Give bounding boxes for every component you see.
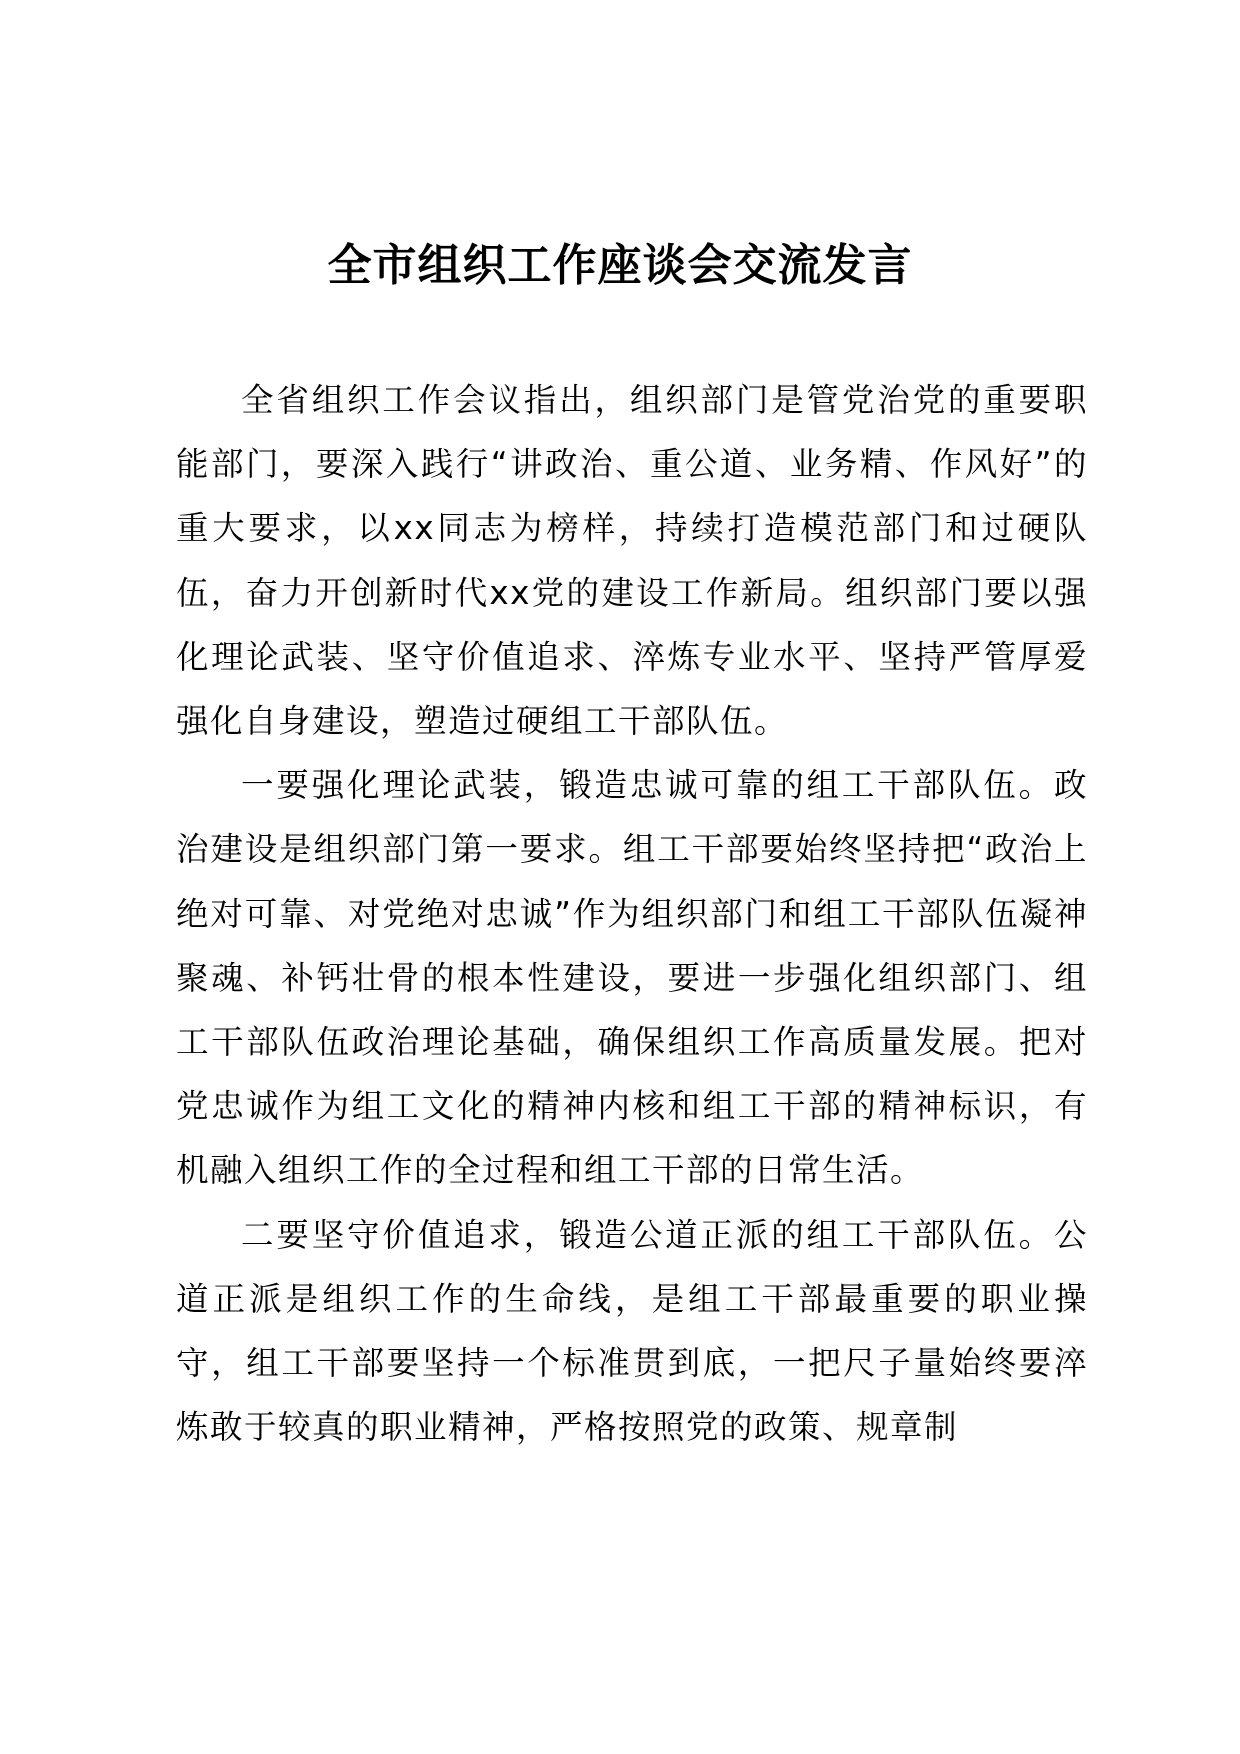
paragraph-point-two: 二要坚守价值追求，锻造公道正派的组工干部队伍。公道正派是组织工作的生命线，是组工干部最重要的职业操守，组工干部要坚持一个标准贯到底，一把尺子量始终要淬炼敢于较真的职业精神，严格按照党的政策、规章制	[176, 1215, 1088, 1447]
paragraph-intro: 全省组织工作会议指出，组织部门是管党治党的重要职能部门，要深入践行“讲政治、重公道、业务精、作风好”的重大要求，以xx同志为榜样，持续打造模范部门和过硬队伍，奋力开创新时代xx党的建设工作新局。组织部门要以强化理论武装、坚守价值追求、淬炼专业水平、坚持严管厚爱强化自身建设，塑造过硬组工干部队伍。	[176, 381, 1088, 741]
paragraph-point-one: 一要强化理论武装，锻造忠诚可靠的组工干部队伍。政治建设是组织部门第一要求。组工干部要始终坚持把“政治上绝对可靠、对党绝对忠诚”作为组织部门和组工干部队伍凝神聚魂、补钙壮骨的根本性建设，要进一步强化组织部门、组工干部队伍政治理论基础，确保组织工作高质量发展。把对党忠诚作为组工文化的精神内核和组工干部的精神标识，有机融入组织工作的全过程和组工干部的日常生活。	[176, 766, 1088, 1190]
document-body	[176, 368, 1088, 1459]
document-title: 全市组织工作座谈会交流发言	[327, 240, 913, 291]
